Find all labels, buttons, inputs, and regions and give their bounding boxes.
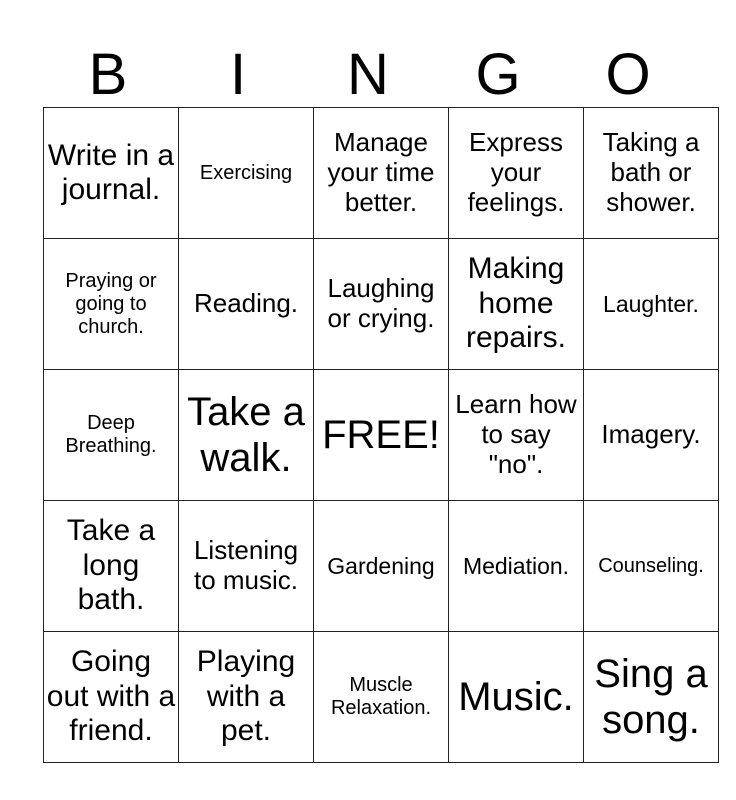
cell-text: Imagery.: [601, 419, 701, 450]
cell-text: Going out with a friend.: [46, 645, 176, 748]
bingo-cell[interactable]: [584, 239, 719, 370]
cell-text: Listening to music.: [193, 535, 299, 595]
cell-text: FREE!: [322, 413, 440, 457]
bingo-board: [43, 107, 719, 763]
bingo-cell[interactable]: [314, 501, 449, 632]
cell-text: Express your feelings.: [467, 127, 565, 217]
bingo-cell[interactable]: [44, 370, 179, 501]
cell-text: Muscle Relaxation.: [330, 674, 432, 719]
cell-text: Taking a bath or shower.: [602, 127, 700, 217]
bingo-cell[interactable]: [179, 501, 314, 632]
bingo-cell[interactable]: [314, 239, 449, 370]
header-letter-g: G: [475, 42, 521, 107]
cell-text: Take a walk.: [187, 390, 305, 480]
bingo-cell[interactable]: [449, 239, 584, 370]
bingo-cell[interactable]: [179, 632, 314, 763]
header-letter-n: N: [347, 42, 389, 107]
bingo-cell[interactable]: [449, 370, 584, 501]
bingo-cell[interactable]: [449, 632, 584, 763]
bingo-cell[interactable]: [44, 632, 179, 763]
header-letter-o: O: [605, 42, 651, 107]
cell-text: Exercising: [199, 161, 293, 184]
bingo-cell[interactable]: [179, 370, 314, 501]
cell-text: Music.: [458, 675, 574, 719]
board-row: [44, 632, 719, 763]
cell-text: Write in a journal.: [47, 138, 175, 206]
bingo-cell[interactable]: [179, 108, 314, 239]
bingo-cell[interactable]: [584, 501, 719, 632]
bingo-cell[interactable]: [179, 239, 314, 370]
bingo-cell[interactable]: [314, 108, 449, 239]
bingo-cell[interactable]: [584, 632, 719, 763]
bingo-cell[interactable]: [449, 108, 584, 239]
cell-text: Mediation.: [462, 552, 570, 579]
header-letter-b: B: [88, 42, 128, 107]
bingo-cell[interactable]: [449, 501, 584, 632]
board-row: [44, 370, 719, 501]
cell-text: Counseling.: [598, 554, 704, 577]
bingo-cell[interactable]: [44, 501, 179, 632]
cell-text: Learn how to say "no".: [455, 389, 577, 479]
board-row: [44, 239, 719, 370]
board-row: [44, 501, 719, 632]
cell-text: Reading.: [193, 288, 299, 319]
bingo-cell[interactable]: [44, 108, 179, 239]
cell-text: Sing a song.: [594, 652, 708, 742]
cell-text: Take a long bath.: [66, 514, 156, 617]
cell-text: Playing with a pet.: [196, 645, 296, 748]
cell-text: Gardening: [327, 552, 435, 579]
header-letter-i: I: [229, 42, 247, 107]
cell-text: Laughing or crying.: [327, 273, 435, 333]
free-space-cell[interactable]: [314, 370, 449, 501]
bingo-cell[interactable]: [584, 370, 719, 501]
cell-text: Making home repairs.: [465, 252, 567, 355]
board-row: [44, 108, 719, 239]
bingo-cell[interactable]: [584, 108, 719, 239]
cell-text: Deep Breathing.: [65, 412, 157, 457]
cell-text: Praying or going to church.: [65, 269, 157, 338]
cell-text: Manage your time better.: [327, 127, 435, 217]
bingo-cell[interactable]: [314, 632, 449, 763]
bingo-cell[interactable]: [44, 239, 179, 370]
bingo-header: [43, 44, 693, 106]
cell-text: Laughter.: [603, 290, 699, 317]
